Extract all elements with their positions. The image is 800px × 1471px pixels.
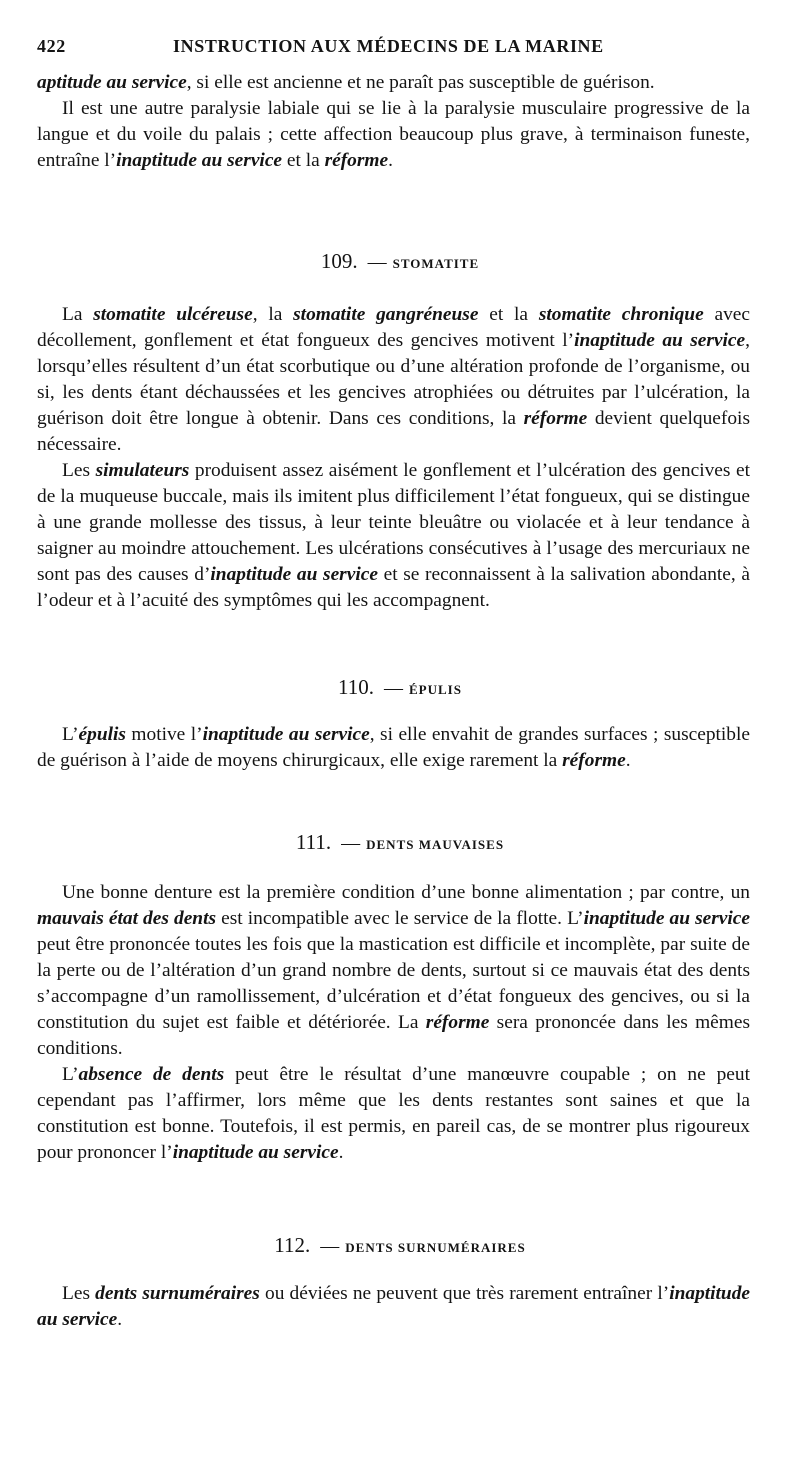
emphasis: dents surnuméraires	[95, 1283, 260, 1304]
section-number: 110.	[338, 675, 374, 699]
page-number: 422	[37, 36, 66, 56]
section-heading-110	[0, 675, 800, 700]
paragraph: Les dents surnuméraires ou déviées ne peuvent que très rarement entraîner l’inaptitude au service.	[37, 1283, 751, 1330]
paragraph: L’absence de dents peut être le résultat d’une manœuvre coupable ; on ne peut cependant pas l’affirmer, lors même que les dents restantes sont saines et que la constitution est bonne. Toutefois, il est permis, en pareil cas, de se montrer plus rigoureux pour prononcer l’inaptitude au service.	[37, 1064, 750, 1163]
emphasis: stomatite ulcéreuse	[93, 304, 253, 325]
emphasis: stomatite gangréneuse	[293, 304, 479, 325]
section-number: 109.	[320, 249, 358, 273]
emphasis: mauvais état des dents	[37, 908, 217, 929]
emphasis: absence de dents	[78, 1064, 225, 1085]
emphasis: inaptitude au service	[202, 724, 370, 745]
section-title: DENTS SURNUMÉRAIRES	[345, 1240, 526, 1255]
section-body-112	[37, 1281, 750, 1333]
emphasis: inaptitude au service	[116, 150, 283, 171]
emphasis: épulis	[78, 724, 126, 745]
emphasis: inaptitude au service	[210, 564, 378, 585]
heading-dash: —	[367, 252, 387, 273]
intro-paragraph-1: aptitude au service, si elle est ancienne et ne paraît pas susceptible de guérison.	[37, 72, 655, 93]
emphasis: aptitude au service	[37, 72, 187, 93]
emphasis: stomatite chronique	[538, 304, 704, 325]
section-body-110	[37, 722, 750, 774]
heading-dash: —	[384, 678, 403, 699]
heading-dash: —	[320, 1236, 340, 1257]
section-heading-111	[0, 830, 800, 855]
emphasis: réforme	[562, 750, 626, 771]
section-heading-109	[0, 249, 800, 274]
section-heading-112	[0, 1233, 800, 1258]
section-number: 111.	[295, 830, 332, 854]
paragraph: L’épulis motive l’inaptitude au service, si elle envahit de grandes surfaces ; susceptible de guérison à l’aide de moyens chirurgicaux, elle exige rarement la réforme.	[37, 724, 750, 771]
emphasis: inaptitude au service	[172, 1142, 339, 1163]
emphasis: inaptitude au service	[583, 908, 750, 929]
heading-dash: —	[341, 833, 361, 854]
running-title: INSTRUCTION AUX MÉDECINS DE LA MARINE	[173, 36, 604, 56]
section-body-111	[37, 880, 750, 1166]
section-title: ÉPULIS	[409, 682, 462, 697]
intro-paragraph-2: Il est une autre paralysie labiale qui se lie à la paralysie musculaire progressive de la langue et du voile du palais ; cette affection beaucoup plus grave, à terminaison funeste, entraîne l’inaptitude au service et la réforme.	[37, 98, 750, 171]
section-title: STOMATITE	[392, 256, 480, 271]
paragraph: Une bonne denture est la première condition d’une bonne alimentation ; par contre, un mauvais état des dents est incompatible avec le service de la flotte. L’inaptitude au service peut être prononcée toutes les fois que la mastication est difficile et incomplète, par suite de la perte ou de l’altération d’un grand nombre de dents, surtout si ce mauvais état des dents s’accompagne d’un ramollissement, d’ulcération et d’état fongueux des gencives, ou si la constitution du sujet est faible et détériorée. La réforme sera prononcée dans les mêmes conditions.	[37, 882, 751, 1059]
paragraph: Les simulateurs produisent assez aisément le gonflement et l’ulcération des gencives et de la muqueuse buccale, mais ils imitent plus difficilement l’état fongueux, qui se distingue à une grande mollesse des tissus, à leur teinte bleuâtre ou violacée et à leur tendance à saigner au moindre attouchement. Les ulcérations consécutives à l’usage des mercuriaux ne sont pas des causes d’inaptitude au service et se reconnaissent à la salivation abondante, à l’odeur et à l’acuité des symptômes qui les accompagnent.	[37, 460, 751, 611]
emphasis: inaptitude au service	[37, 1283, 751, 1330]
emphasis: simulateurs	[95, 460, 190, 481]
emphasis: réforme	[324, 150, 389, 171]
section-number: 112.	[274, 1233, 311, 1257]
section-body-109	[37, 302, 750, 614]
emphasis: réforme	[425, 1012, 490, 1033]
section-title: DENTS MAUVAISES	[366, 837, 505, 852]
emphasis: réforme	[523, 408, 588, 429]
paragraph: La stomatite ulcéreuse, la stomatite gangréneuse et la stomatite chronique avec décollement, gonflement et état fongueux des gencives motivent l’inaptitude au service, lorsqu’elles résultent d’un état scorbutique ou d’une altération profonde de l’organisme, ou si, les dents étant déchaussées et les gencives atrophiées ou détruites par l’ulcération, la guérison doit être longue à obtenir. Dans ces conditions, la réforme devient quelquefois nécessaire.	[37, 304, 751, 455]
intro-block	[37, 70, 750, 174]
emphasis: inaptitude au service	[574, 330, 746, 351]
